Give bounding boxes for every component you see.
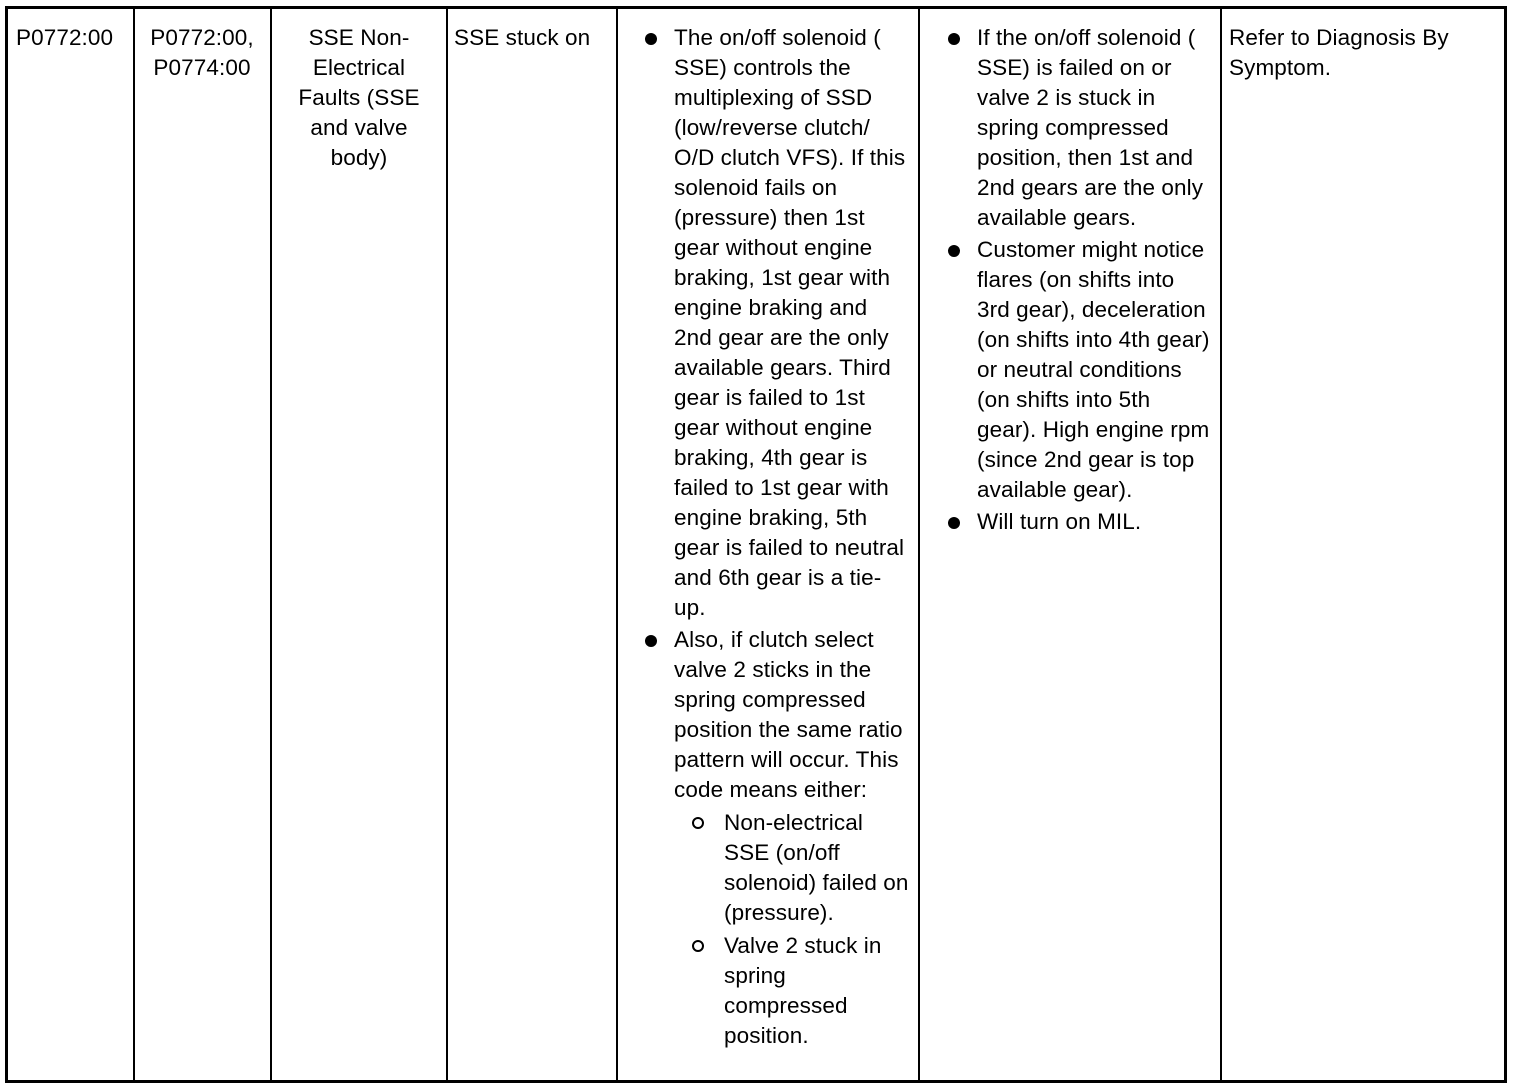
description-bullet-text: The on/off solenoid ( SSE) controls the multiplexing of SSD (low/reverse clutch/ O/D clutch VFS). If this solenoid fails on (pressure) then 1st gear without engine braking, 1st gear with engine braking and 2nd gear are the only available gears. Third gear is failed to 1st gear without engine braking, 4th gear is failed to 1st gear with engine braking, 5th gear is failed to neutral and 6th gear is a tie-up. — [674, 25, 906, 620]
hollow-bullet-icon — [692, 940, 704, 952]
condition-cell: SSE stuck on — [454, 25, 591, 50]
column-divider — [918, 9, 920, 1080]
bullet-icon — [948, 517, 960, 529]
symptom-bullet-text: Customer might notice flares (on shifts into 3rd gear), deceleration (on shifts into 4th gear) or neutral conditions (on shifts into 5th gear). High engine rpm (since 2nd gear is top available gear). — [977, 237, 1210, 502]
symptoms-cell — [940, 23, 1212, 539]
description-sub-item-text: Valve 2 stuck in spring compressed position. — [724, 933, 882, 1048]
symptom-bullet — [940, 235, 1212, 505]
symptom-bullet — [940, 23, 1212, 233]
description-sub-item — [674, 808, 909, 928]
description-bullet-text: Also, if clutch select valve 2 sticks in the spring compressed position the same ratio pattern will occur. This code means either: — [674, 627, 903, 802]
related-dtcs-cell: P0772:00, P0774:00 — [150, 25, 254, 80]
bullet-icon — [645, 635, 657, 647]
description-sub-list — [674, 808, 909, 1051]
symptom-bullet-text: Will turn on MIL. — [977, 509, 1142, 534]
column-divider — [616, 9, 618, 1080]
dtc-table — [5, 6, 1507, 1083]
description-cell — [637, 23, 909, 1054]
symptoms-list — [940, 23, 1212, 537]
bullet-icon — [948, 245, 960, 257]
hollow-bullet-icon — [692, 817, 704, 829]
column-divider — [270, 9, 272, 1080]
description-sub-item-text: Non-electrical SSE (on/off solenoid) failed on (pressure). — [724, 810, 909, 925]
description-sub-item — [674, 931, 909, 1051]
dtc-code-cell: P0772:00 — [16, 25, 114, 50]
description-list — [637, 23, 909, 1051]
column-divider — [1220, 9, 1222, 1080]
symptom-bullet-text: If the on/off solenoid ( SSE) is failed on or valve 2 is stuck in spring compressed position, then 1st and 2nd gears are the only available gears. — [977, 25, 1204, 230]
bullet-icon — [645, 33, 657, 45]
bullet-icon — [948, 33, 960, 45]
action-cell: Refer to Diagnosis By Symptom. — [1229, 25, 1449, 80]
column-divider — [133, 9, 135, 1080]
description-bullet — [637, 23, 909, 623]
fault-category-cell: SSE Non-Electrical Faults (SSE and valve body) — [298, 25, 420, 170]
description-bullet — [637, 625, 909, 1051]
symptom-bullet — [940, 507, 1212, 537]
column-divider — [446, 9, 448, 1080]
